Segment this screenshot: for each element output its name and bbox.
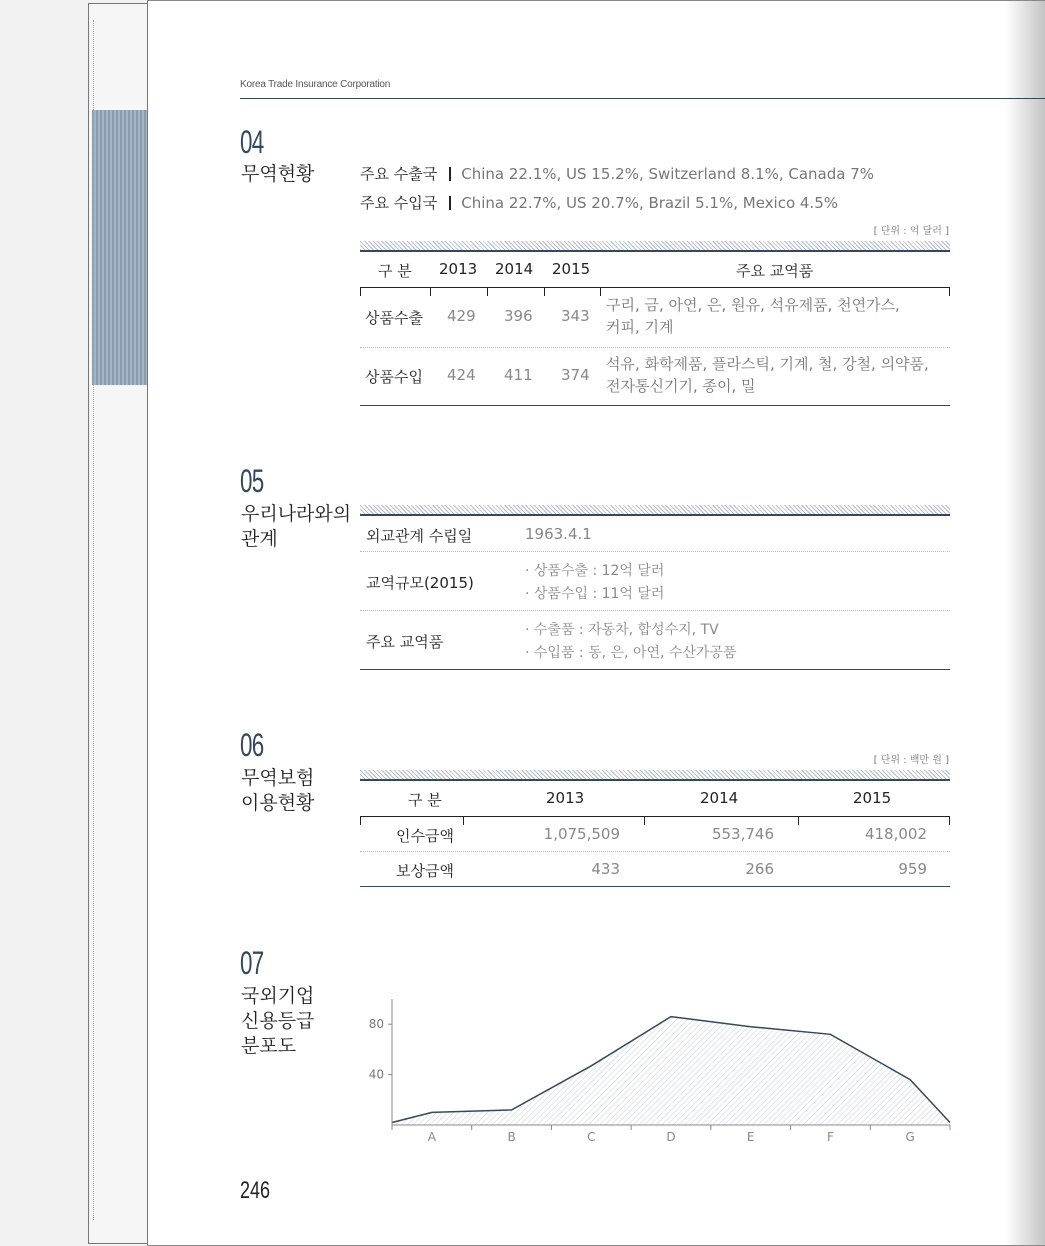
- separator-bar: [449, 196, 451, 210]
- credit-rating-chart: [356, 989, 956, 1149]
- ins-header-2014: 2014: [700, 789, 739, 807]
- ins-row-claims-2014: 266: [745, 860, 774, 878]
- row-import-items: 석유, 화학제품, 플라스틱, 기계, 철, 강철, 의약품, 전자통신기기, 종이, 밀: [606, 355, 929, 395]
- header-category: 구 분: [378, 262, 412, 280]
- section-04-title: 무역현황: [241, 163, 315, 185]
- table-bottom-rule: [360, 405, 950, 406]
- ins-header-category: 구 분: [408, 791, 442, 809]
- import-value: China 22.7%, US 20.7%, Brazil 5.1%, Mexico 4.5%: [461, 194, 838, 212]
- x-tick-label-g: G: [905, 1130, 915, 1144]
- page-number: 246: [240, 1177, 271, 1204]
- section-06-title: 무역보험 이용현황: [241, 767, 315, 814]
- row-divider: [360, 610, 950, 611]
- row-export-2013: 429: [447, 307, 476, 325]
- insurance-table-unit: [ 단위 : 백만 원 ]: [873, 755, 949, 766]
- chart-area-fill: [392, 1017, 950, 1125]
- relation-row-2-line-1: · 상품수출 : 12억 달러: [525, 563, 665, 579]
- table-top-rule: [360, 514, 950, 516]
- export-label: 주요 수출국: [360, 165, 438, 183]
- row-divider: [360, 851, 950, 852]
- header-2014: 2014: [495, 260, 534, 278]
- row-import-label: 상품수입: [365, 368, 423, 386]
- ins-row-underwriting-2015: 418,002: [864, 825, 927, 843]
- section-04-number: 04: [240, 124, 264, 160]
- x-tick-label-f: F: [826, 1130, 834, 1144]
- section-06-number: 06: [240, 727, 264, 763]
- section-05-number: 05: [240, 463, 264, 499]
- spine-ribbon: [92, 110, 148, 385]
- table-bottom-rule: [360, 669, 950, 670]
- ins-row-underwriting-2014: 553,746: [711, 825, 774, 843]
- header-2013: 2013: [439, 260, 478, 278]
- book-page: [147, 0, 1045, 1246]
- header-rule: [240, 98, 1045, 99]
- separator-bar: [449, 167, 451, 181]
- table-top-rule: [360, 779, 950, 781]
- relation-row-1-label: 외교관계 수립일: [366, 527, 473, 545]
- row-import-2013: 424: [447, 366, 476, 384]
- table-hatch-band: [360, 241, 950, 250]
- ins-row-claims-label: 보상금액: [396, 862, 454, 880]
- row-divider: [360, 551, 950, 552]
- ins-row-claims-2013: 433: [591, 860, 620, 878]
- export-countries-row: [360, 163, 874, 184]
- x-tick-label-e: E: [746, 1130, 755, 1144]
- relation-row-2-line-2: · 상품수입 : 11억 달러: [525, 586, 665, 602]
- relation-row-3-label: 주요 교역품: [366, 633, 444, 651]
- relation-row-3-line-2: · 수입품 : 동, 은, 아연, 수산가공품: [525, 645, 737, 661]
- y-tick-label: 40: [368, 1067, 384, 1082]
- relation-row-1-value: 1963.4.1: [525, 525, 592, 543]
- x-tick-label-c: C: [587, 1130, 596, 1144]
- x-tick-label-b: B: [507, 1130, 516, 1144]
- row-divider: [360, 347, 950, 348]
- import-label: 주요 수입국: [360, 194, 438, 212]
- table-bottom-rule: [360, 886, 950, 887]
- header-2015: 2015: [552, 260, 591, 278]
- x-tick-label-d: D: [666, 1130, 676, 1144]
- row-export-items: 구리, 금, 아연, 은, 원유, 석유제품, 천연가스, 커피, 기계: [606, 296, 900, 336]
- table-hatch-band: [360, 770, 950, 779]
- table-hatch-band: [360, 505, 950, 514]
- row-import-2015: 374: [561, 366, 590, 384]
- import-countries-row: [360, 192, 838, 213]
- page-curve-shadow: [1005, 1, 1045, 1245]
- spine-stitching: [93, 20, 96, 1220]
- row-export-2014: 396: [504, 307, 533, 325]
- row-export-label: 상품수출: [365, 309, 423, 327]
- x-tick-label-a: A: [427, 1130, 436, 1144]
- ins-row-underwriting-label: 인수금액: [396, 827, 454, 845]
- relation-row-3-line-1: · 수출품 : 자동차, 합성수지, TV: [525, 622, 719, 638]
- section-07-title: 국외기업 신용등급 분포도: [241, 985, 315, 1057]
- section-05-title: 우리나라와의 관계: [241, 503, 352, 550]
- running-header: Korea Trade Insurance Corporation: [240, 79, 391, 90]
- ins-row-claims-2015: 959: [898, 860, 927, 878]
- ins-header-2015: 2015: [853, 789, 892, 807]
- row-import-2014: 411: [504, 366, 533, 384]
- table-top-rule: [360, 250, 950, 252]
- section-07-number: 07: [240, 945, 264, 981]
- export-value: China 22.1%, US 15.2%, Switzerland 8.1%, Canada 7%: [461, 165, 875, 183]
- ins-row-underwriting-2013: 1,075,509: [543, 825, 620, 843]
- relation-row-2-label: 교역규모(2015): [366, 574, 474, 592]
- ins-header-2013: 2013: [546, 789, 585, 807]
- trade-table-unit: [ 단위 : 억 달러 ]: [873, 226, 949, 237]
- y-tick-label: 80: [368, 1017, 384, 1032]
- row-export-2015: 343: [561, 307, 590, 325]
- header-main-items: 주요 교역품: [736, 262, 814, 280]
